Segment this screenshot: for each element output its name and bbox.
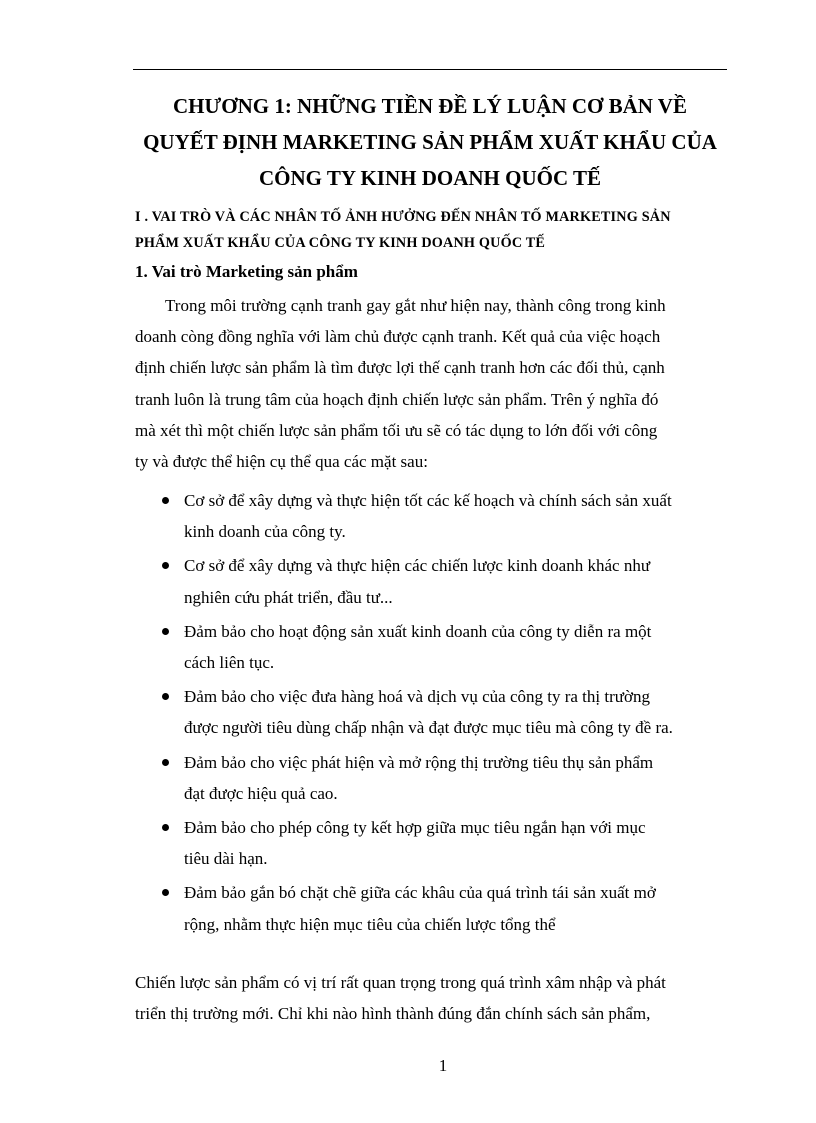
bullet-icon	[162, 889, 169, 896]
list-item	[135, 485, 740, 547]
bullet-icon	[162, 628, 169, 635]
paragraph-line: Chiến lược sản phẩm có vị trí rất quan trọng trong quá trình xâm nhập và phát	[135, 973, 666, 992]
list-item	[135, 747, 740, 809]
list-item-line: Đảm bảo cho việc phát hiện và mở rộng thị trường tiêu thụ sản phẩm	[184, 752, 654, 772]
paragraph-line: định chiến lược sản phẩm là tìm được lợi thế cạnh tranh hơn các đối thủ, cạnh	[135, 358, 665, 378]
page-number: 1	[438, 1056, 448, 1075]
paragraph-line: mà xét thì một chiến lược sản phẩm tối ưu sẽ có tác dụng to lớn đối với công	[135, 420, 658, 440]
bullet-icon	[162, 497, 169, 504]
bullet-icon	[162, 824, 169, 831]
bullet-icon	[162, 562, 169, 569]
list-item-line: cách liên tục.	[184, 653, 275, 673]
bullet-list	[135, 485, 740, 943]
list-item-line: được người tiêu dùng chấp nhận và đạt được mục tiêu mà công ty đề ra.	[184, 718, 673, 738]
paragraph-line: tranh luôn là trung tâm của hoạch định chiến lược sản phẩm. Trên ý nghĩa đó	[135, 389, 659, 409]
paragraph-line: Trong môi trường cạnh tranh gay gắt như hiện nay, thành công trong kinh	[165, 296, 666, 315]
list-item-line: Cơ sở để xây dựng và thực hiện tốt các kế hoạch và chính sách sản xuất	[184, 491, 672, 510]
paragraph-line: ty và được thể hiện cụ thể qua các mặt sau:	[135, 452, 428, 472]
subheading: 1. Vai trò Marketing sản phẩm	[135, 262, 358, 281]
intro-paragraph	[135, 290, 740, 477]
list-item-line: Đảm bảo gắn bó chặt chẽ giữa các khâu của quá trình tái sản xuất mở	[184, 883, 656, 903]
list-item-line: Đảm bảo cho hoạt động sản xuất kinh doanh của công ty diễn ra một	[184, 621, 652, 641]
list-item	[135, 812, 740, 874]
list-item-line: đạt được hiệu quả cao.	[184, 783, 338, 803]
list-item-line: Đảm bảo cho việc đưa hàng hoá và dịch vụ của công ty ra thị trường	[184, 687, 650, 707]
paragraph-line: doanh còng đồng nghĩa với làm chủ được cạnh tranh. Kết quả của việc hoạch	[135, 327, 661, 347]
section-heading-line: I . VAI TRÒ VÀ CÁC NHÂN TỐ ẢNH HƯỞNG ĐẾN NHÂN TỐ MARKETING SẢN	[135, 209, 671, 225]
bullet-icon	[162, 759, 169, 766]
header-rule	[133, 69, 727, 70]
section-heading	[135, 204, 740, 256]
list-item	[135, 616, 740, 678]
list-item-line: Cơ sở để xây dựng và thực hiện các chiến lược kinh doanh khác như	[184, 556, 651, 576]
paragraph-line: triển thị trường mới. Chỉ khi nào hình thành đúng đắn chính sách sản phẩm,	[135, 1004, 651, 1024]
list-item	[135, 681, 740, 743]
list-item-line: rộng, nhằm thực hiện mục tiêu của chiến lược tổng thể	[184, 914, 556, 934]
chapter-title-line: CÔNG TY KINH DOANH QUỐC TẾ	[258, 166, 602, 190]
chapter-title-line: CHƯƠNG 1: NHỮNG TIỀN ĐỀ LÝ LUẬN CƠ BẢN VỀ	[173, 94, 687, 118]
list-item-line: Đảm bảo cho phép công ty kết hợp giữa mục tiêu ngắn hạn với mục	[184, 818, 646, 838]
list-item	[135, 877, 740, 939]
chapter-title-line: QUYẾT ĐỊNH MARKETING SẢN PHẨM XUẤT KHẨU CỦA	[143, 130, 717, 154]
list-item-line: tiêu dài hạn.	[184, 849, 268, 869]
list-item-line: kinh doanh của công ty.	[184, 522, 346, 542]
list-item	[135, 550, 740, 612]
section-heading-line: PHẨM XUẤT KHẨU CỦA CÔNG TY KINH DOANH QUỐC TẾ	[135, 235, 546, 251]
bullet-icon	[162, 693, 169, 700]
chapter-title	[120, 88, 740, 196]
closing-paragraph	[135, 967, 740, 1029]
list-item-line: nghiên cứu phát triển, đầu tư...	[184, 587, 393, 607]
